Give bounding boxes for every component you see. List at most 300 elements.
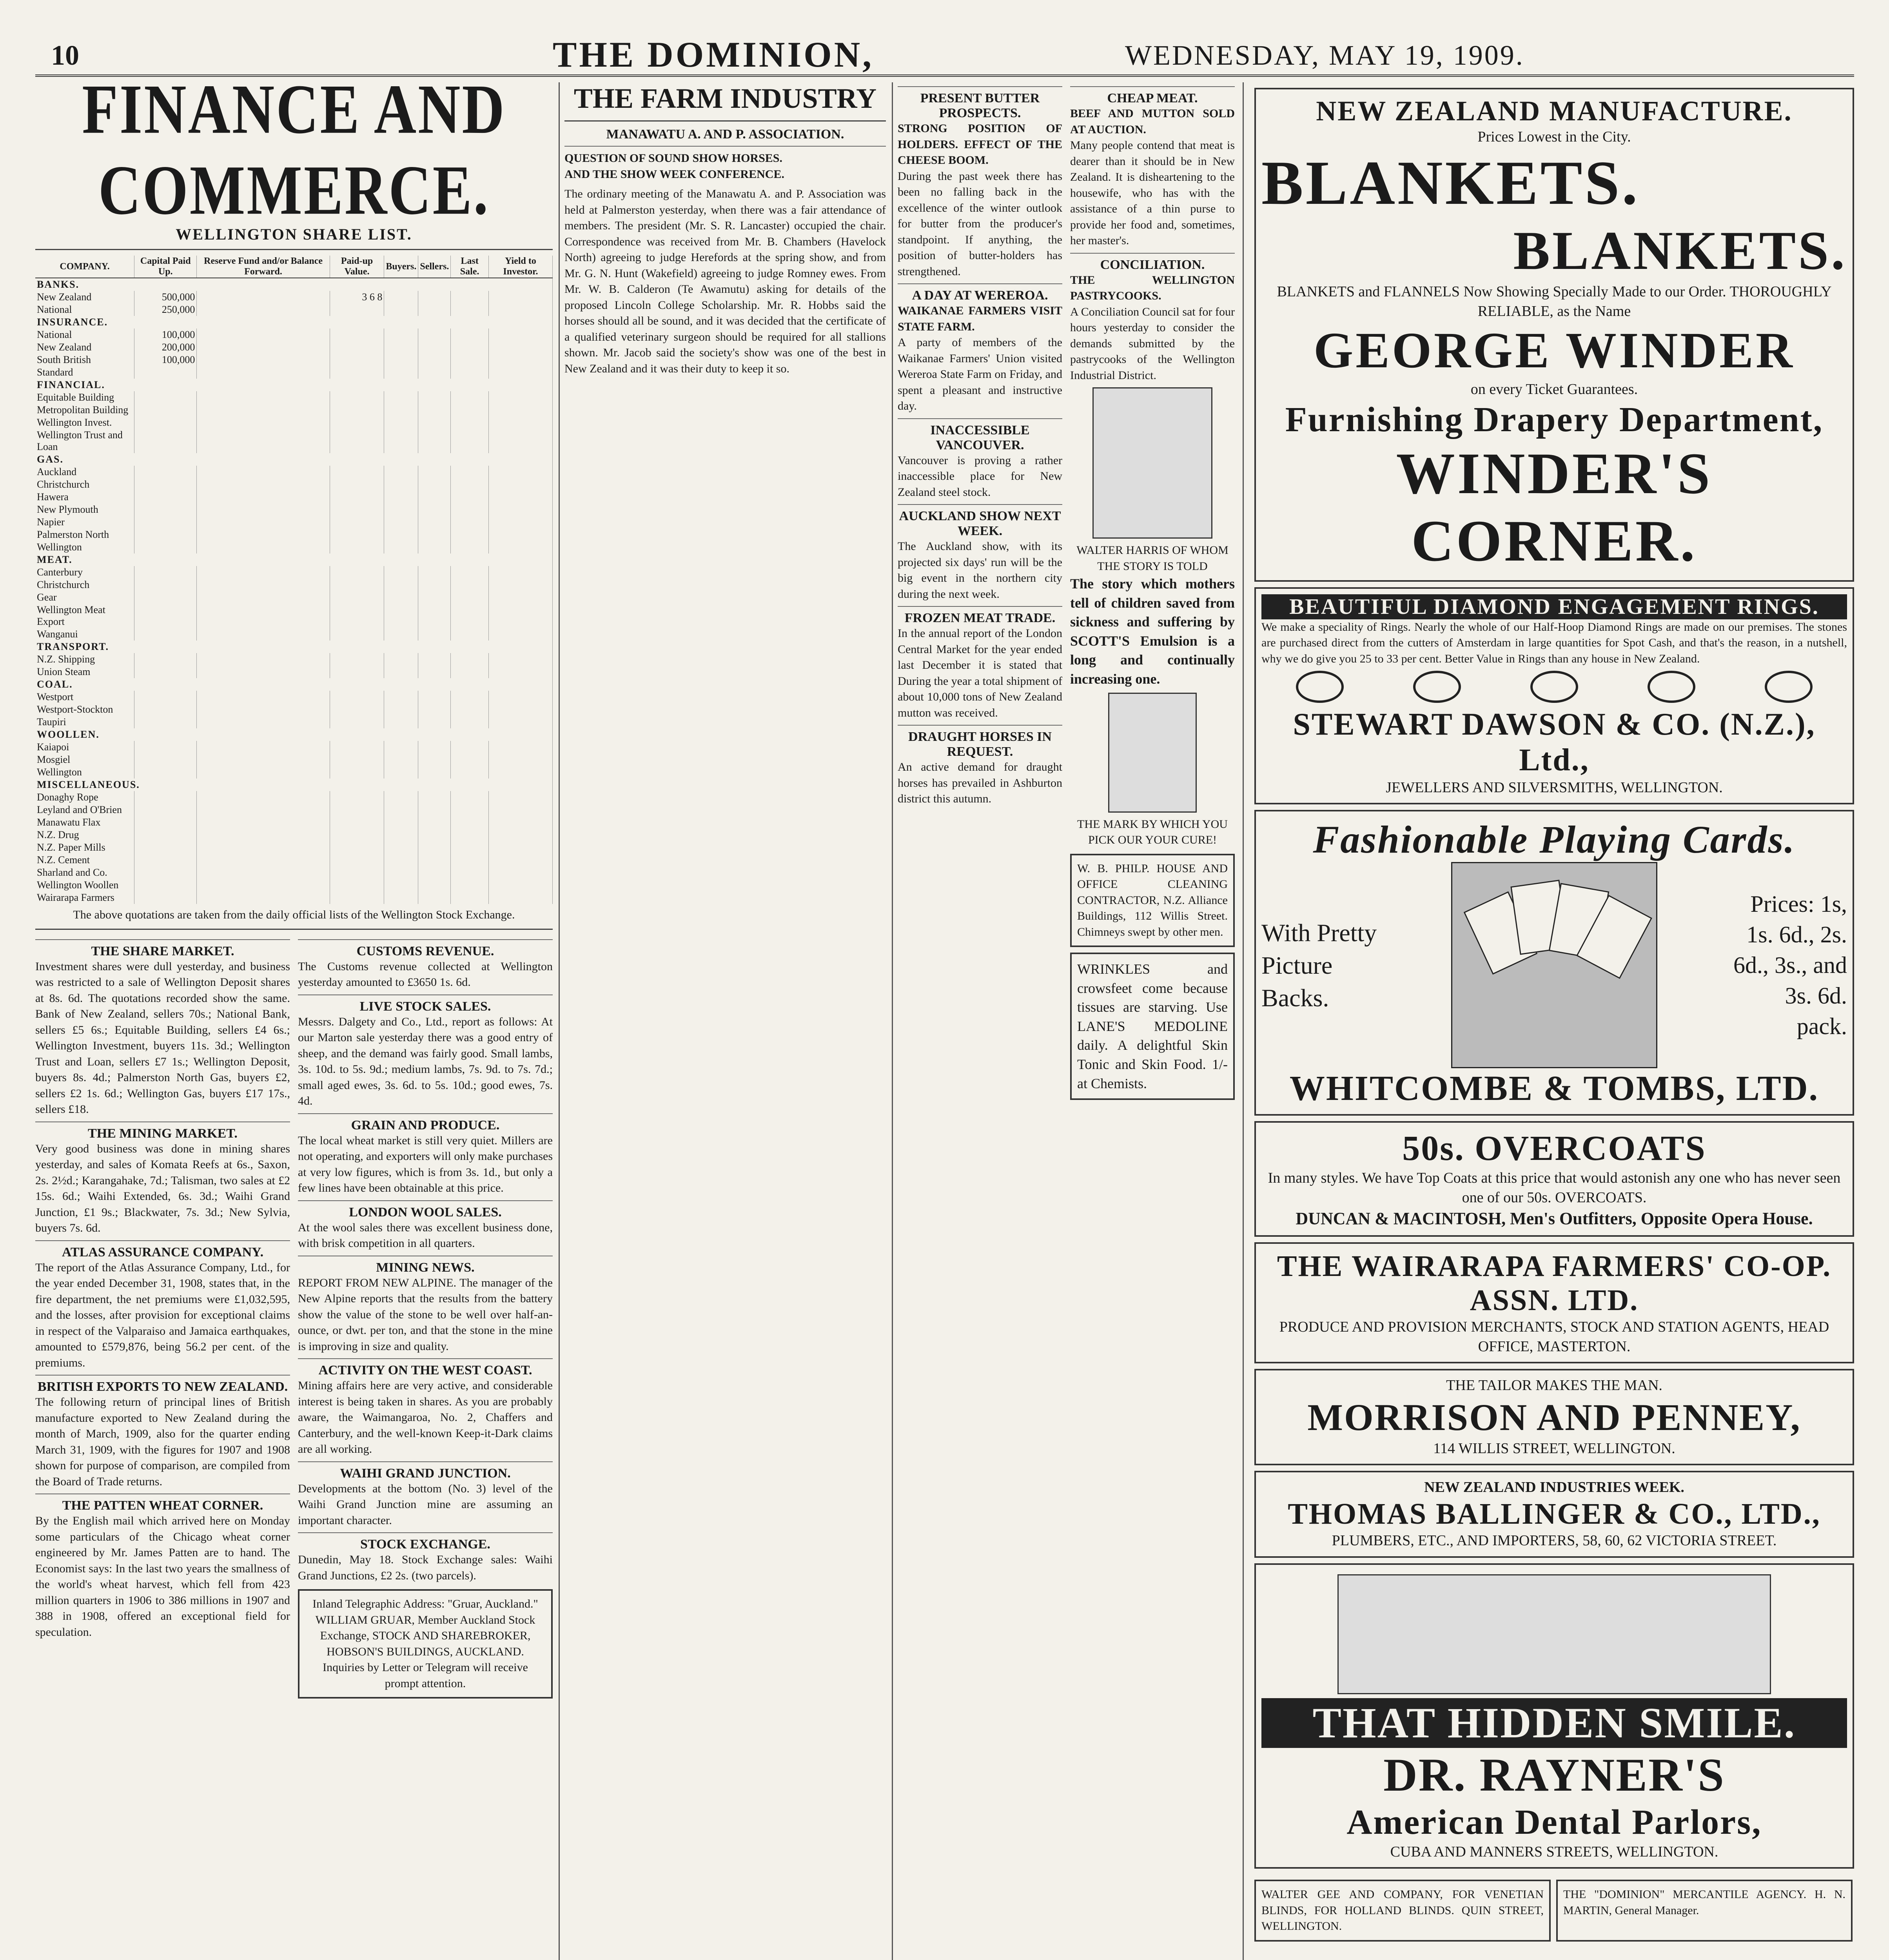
- table-cell: [451, 491, 489, 503]
- table-row: [35, 341, 553, 354]
- dominion-agency-ad: THE "DOMINION" MERCANTILE AGENCY. H. N. MARTIN, General Manager.: [1556, 1880, 1853, 1942]
- playing-cards-ad: [1254, 810, 1854, 1116]
- table-row: [35, 528, 553, 541]
- table-cell: [418, 404, 451, 416]
- table-cell: [197, 579, 330, 591]
- article-body: In the annual report of the London Central Market for the year ended last December it is stated that During the year a total shipment of about 10,000 tons of New Zealand mutton was received.: [898, 627, 1062, 719]
- table-row: [35, 478, 553, 491]
- table-cell: [330, 466, 384, 478]
- article-heading: CHEAP MEAT.: [1107, 91, 1198, 105]
- table-cell: [451, 841, 489, 854]
- table-row: [35, 429, 553, 453]
- ad-title: THAT HIDDEN SMILE.: [1261, 1698, 1847, 1748]
- issue-date: WEDNESDAY, MAY 19, 1909.: [1125, 40, 1524, 71]
- table-row: [35, 604, 553, 628]
- table-cell: [134, 766, 197, 779]
- table-cell: [384, 503, 418, 516]
- table-cell: [384, 466, 418, 478]
- table-cell: [451, 416, 489, 429]
- article-body: Messrs. Dalgety and Co., Ltd., report as follows: At our Marton sale yesterday there was a good entry of sheep, and the demand was fairly good. Small lambs, 3s. 10d. to 5s. 9d.; medium lambs, 7s. 9d. to 7s. 7d.; small aged ewes, 3s. 6d. to 5s. 10d.; good ewes, 7s. 4d.: [298, 1015, 553, 1107]
- blankets-body: BLANKETS and FLANNELS Now Showing Specially Made to our Order. THOROUGHLY RELIABLE, as the Name: [1277, 283, 1832, 319]
- article-body: The following return of principal lines of British manufacture exported to New Zealand during the month of March, 1909, also for the quarter ending March 31, 1909, with the figures for 1907 and 1908 shown for purpose of comparison, are compiled from the Board of Trade returns.: [35, 1396, 290, 1488]
- table-cell: [197, 566, 330, 579]
- table-cell: N.Z. Shipping: [35, 653, 134, 666]
- table-cell: [384, 816, 418, 829]
- table-cell: [384, 628, 418, 641]
- table-row: [35, 741, 553, 753]
- table-cell: [330, 579, 384, 591]
- table-cell: [488, 691, 552, 703]
- ad-title: THE WAIRARAPA FARMERS' CO-OP. ASSN. LTD.: [1277, 1250, 1832, 1317]
- table-cell: [488, 816, 552, 829]
- table-cell: [330, 816, 384, 829]
- table-cell: [451, 666, 489, 678]
- finance-column: [35, 82, 553, 1960]
- table-cell: New Zealand: [35, 341, 134, 354]
- table-cell: [384, 716, 418, 728]
- table-cell: [197, 478, 330, 491]
- table-cell: [197, 804, 330, 816]
- article-body: The local wheat market is still very quiet. Millers are not operating, and exporters will only make purchases at very low figures, which is from 3s. 1d., but only a few lines have been obtainable at this price.: [298, 1134, 553, 1194]
- table-cell: [418, 466, 451, 478]
- table-cell: [418, 691, 451, 703]
- table-cell: Wellington Invest.: [35, 416, 134, 429]
- table-cell: [197, 354, 330, 366]
- table-cell: [384, 291, 418, 303]
- table-row: [35, 541, 553, 554]
- table-cell: [134, 741, 197, 753]
- article-body: Developments at the bottom (No. 3) level of the Waihi Grand Junction mine are assuming an important character.: [298, 1482, 553, 1527]
- table-cell: [451, 591, 489, 604]
- article-body: Very good business was done in mining shares yesterday, and sales of Komata Reefs at 6s., Saxon, 2s. 2½d.; Karangahake, 7d.; Talisman, two sales at £2 15s. 6d.; Waihi Extended, 6s. 3d.; Waihi Grand Junction, £1 9s.; Blackwater, 7s. 3d.; New Sylvia, buyers 7s. 6d.: [35, 1142, 290, 1234]
- article-heading: LONDON WOOL SALES.: [349, 1205, 502, 1220]
- finance-heading: FINANCE AND COMMERCE.: [82, 82, 506, 229]
- ad-title: BEAUTIFUL DIAMOND ENGAGEMENT RINGS.: [1261, 594, 1847, 619]
- table-cell: [134, 541, 197, 554]
- table-cell: 100,000: [134, 328, 197, 341]
- divider: [564, 120, 886, 122]
- table-cell: [451, 391, 489, 404]
- table-section-row: [35, 554, 553, 566]
- table-section-label: INSURANCE.: [35, 316, 553, 328]
- table-cell: [134, 666, 197, 678]
- table-cell: Wellington: [35, 766, 134, 779]
- table-cell: Kaiapoi: [35, 741, 134, 753]
- table-section-row: [35, 453, 553, 466]
- table-cell: N.Z. Paper Mills: [35, 841, 134, 854]
- table-cell: [418, 491, 451, 503]
- ad-title: MORRISON AND PENNEY,: [1307, 1396, 1801, 1438]
- table-cell: [384, 416, 418, 429]
- farm-subheading: QUESTION OF SOUND SHOW HORSES.: [564, 152, 782, 165]
- table-cell: [418, 528, 451, 541]
- table-row: [35, 666, 553, 678]
- rayner-name: DR. RAYNER'S: [1383, 1748, 1725, 1801]
- table-cell: [488, 541, 552, 554]
- table-cell: [134, 716, 197, 728]
- table-cell: Wellington Trust and Loan: [35, 429, 134, 453]
- table-column-header: Capital Paid Up.: [134, 256, 197, 278]
- table-cell: [134, 366, 197, 379]
- table-cell: Hawera: [35, 491, 134, 503]
- table-cell: [488, 466, 552, 478]
- ad-title: 50s. OVERCOATS: [1402, 1129, 1706, 1168]
- dr-rayner-ad: [1254, 1563, 1854, 1869]
- table-cell: [197, 866, 330, 879]
- table-cell: New Plymouth: [35, 503, 134, 516]
- table-cell: [197, 404, 330, 416]
- table-cell: [134, 391, 197, 404]
- table-cell: [134, 591, 197, 604]
- article-body: Investment shares were dull yesterday, and business was restricted to a sale of Wellington Deposit shares at 8s. 6d. The quotations recorded show the same. Bank of New Zealand, sellers 70s.; National Bank, sellers £5 6s.; Equitable Building, sellers £4 6s.; Wellington Investment, buyers 11s. 3d.; Wellington Trust and Loan, sellers £7 1s.; Wellington Deposit, buyers 8s. 4d.; Palmerston North Gas, buyers £2, sellers £2 1s. 6d.; Wellington Gas, buyers £17 17s., sellers £18.: [35, 960, 290, 1116]
- table-section-label: COAL.: [35, 678, 553, 691]
- table-row: [35, 753, 553, 766]
- table-cell: [134, 404, 197, 416]
- table-cell: [418, 391, 451, 404]
- ad-tagline: THE TAILOR MAKES THE MAN.: [1446, 1377, 1662, 1394]
- smiling-faces-illustration: [1337, 1574, 1771, 1694]
- ad-body: PLUMBERS, ETC., AND IMPORTERS, 58, 60, 62 VICTORIA STREET.: [1332, 1532, 1777, 1549]
- table-cell: [134, 866, 197, 879]
- table-cell: [197, 303, 330, 316]
- article-heading: STOCK EXCHANGE.: [360, 1537, 490, 1552]
- table-cell: [451, 478, 489, 491]
- table-cell: [384, 804, 418, 816]
- broker-ad: Inland Telegraphic Address: "Gruar, Auckland." WILLIAM GRUAR, Member Auckland Stock Exchange, STOCK AND SHAREBROKER, HOBSON'S BUILDINGS, AUCKLAND. Inquiries by Letter or Telegram will receive prompt attention.: [298, 1589, 553, 1699]
- table-row: [35, 804, 553, 816]
- table-cell: [488, 491, 552, 503]
- article-body: REPORT FROM NEW ALPINE. The manager of the New Alpine reports that the results from the battery show the value of the stone to be well over half-an-ounce, or dwt. per ton, and that the stone in the mine is improving in size and quality.: [298, 1276, 553, 1353]
- table-cell: Mosgiel: [35, 753, 134, 766]
- ring-icon: [1648, 671, 1695, 703]
- table-cell: [418, 591, 451, 604]
- table-cell: [197, 653, 330, 666]
- ring-icon: [1413, 671, 1461, 703]
- divider: [898, 725, 1062, 726]
- table-cell: [330, 566, 384, 579]
- table-cell: [134, 879, 197, 891]
- table-section-label: MISCELLANEOUS.: [35, 779, 553, 791]
- column-divider: [892, 82, 893, 1960]
- table-cell: [488, 328, 552, 341]
- table-cell: [197, 766, 330, 779]
- table-column-header: Buyers.: [384, 256, 418, 278]
- ad-title: NEW ZEALAND MANUFACTURE.: [1316, 95, 1793, 127]
- table-cell: [488, 516, 552, 528]
- article-heading: LIVE STOCK SALES.: [359, 999, 491, 1014]
- stewart-dawson-name: STEWART DAWSON & CO. (N.Z.), Ltd.,: [1293, 707, 1816, 778]
- table-row: [35, 866, 553, 879]
- table-cell: [451, 579, 489, 591]
- ad-body: In many styles. We have Top Coats at this price that would astonish any one who has never seen one of our 50s. OVERCOATS.: [1268, 1170, 1841, 1206]
- table-row: [35, 716, 553, 728]
- table-cell: [488, 653, 552, 666]
- table-cell: [134, 753, 197, 766]
- table-cell: [418, 579, 451, 591]
- table-cell: [134, 466, 197, 478]
- table-cell: [488, 628, 552, 641]
- table-cell: [488, 829, 552, 841]
- table-cell: [134, 791, 197, 804]
- table-row: [35, 766, 553, 779]
- article-subheading: THE WELLINGTON PASTRYCOOKS.: [1070, 273, 1235, 302]
- table-cell: Wellington: [35, 541, 134, 554]
- page-number: 10: [51, 40, 79, 71]
- table-cell: 100,000: [134, 354, 197, 366]
- table-cell: [330, 604, 384, 628]
- table-cell: Christchurch: [35, 478, 134, 491]
- table-cell: [330, 879, 384, 891]
- article-heading: WAIHI GRAND JUNCTION.: [340, 1466, 511, 1481]
- table-cell: [488, 303, 552, 316]
- table-cell: Donaghy Rope: [35, 791, 134, 804]
- table-cell: [418, 566, 451, 579]
- news-right: [1070, 82, 1235, 1105]
- table-cell: Westport: [35, 691, 134, 703]
- table-row: [35, 491, 553, 503]
- table-row: [35, 841, 553, 854]
- divider: [898, 606, 1062, 607]
- table-cell: [330, 591, 384, 604]
- article-body: The report of the Atlas Assurance Company, Ltd., for the year ended December 31, 1908, states that, in the fire department, the net premiums were £1,032,595, and the losses, after provision for exceptional claims in respect of the Valparaiso and Jamaica earthquakes, amounted to £579,876, being 56.2 per cent. of the premiums.: [35, 1261, 290, 1369]
- table-cell: [384, 653, 418, 666]
- table-cell: [197, 328, 330, 341]
- ad-address: 114 WILLIS STREET, WELLINGTON.: [1433, 1440, 1675, 1457]
- article-body: By the English mail which arrived here on Monday some particulars of the Chicago wheat corner engineered by Mr. James Patten are to hand. The Economist says: In the last two years the smallness of the world's wheat harvest, which fell from 423 million quarters in 1906 to 386 millions in 1907 and 388 in 1908, offered an exceptional field for speculation.: [35, 1514, 290, 1639]
- table-cell: Union Steam: [35, 666, 134, 678]
- ads-column: [1254, 82, 1854, 1960]
- table-row: [35, 566, 553, 579]
- ad-body: We make a speciality of Rings. Nearly the whole of our Half-Hoop Diamond Rings are made on our premises. The stones are purchased direct from the cutters of Amsterdam in large quantities for Spot Cash, and that's the reason, in a nutshell, why we do give you 25 to 33 per cent. Better Value in Rings than any house in New Zealand.: [1261, 620, 1847, 665]
- table-cell: [418, 866, 451, 879]
- table-cell: [330, 691, 384, 703]
- duncan-macintosh: DUNCAN & MACINTOSH, Men's Outfitters, Opposite Opera House.: [1296, 1209, 1813, 1229]
- ring-icon: [1530, 671, 1578, 703]
- table-cell: [488, 716, 552, 728]
- article-subheading: BEEF AND MUTTON SOLD AT AUCTION.: [1070, 107, 1235, 136]
- table-cell: [418, 478, 451, 491]
- table-cell: [418, 879, 451, 891]
- table-row: [35, 691, 553, 703]
- table-column-header: Paid-up Value.: [330, 256, 384, 278]
- table-cell: Sharland and Co.: [35, 866, 134, 879]
- table-cell: [418, 854, 451, 866]
- table-cell: [197, 829, 330, 841]
- table-cell: [197, 366, 330, 379]
- scotts-tagline: THE MARK BY WHICH YOU PICK OUR YOUR CURE!: [1077, 817, 1228, 847]
- table-section-label: WOOLLEN.: [35, 728, 553, 741]
- table-cell: [197, 691, 330, 703]
- table-cell: [488, 879, 552, 891]
- table-section-row: [35, 779, 553, 791]
- table-cell: [488, 429, 552, 453]
- table-section-row: [35, 678, 553, 691]
- philp-ad: W. B. PHILP. HOUSE AND OFFICE CLEANING CONTRACTOR, N.Z. Alliance Buildings, 112 Willis Street. Chimneys swept by other men.: [1070, 854, 1235, 947]
- table-cell: [197, 628, 330, 641]
- table-cell: 3 6 8: [330, 291, 384, 303]
- scotts-emulsion-ad: The story which mothers tell of children saved from sickness and suffering by SCOTT'S Emulsion is a long and continually increasing one.: [1070, 576, 1235, 687]
- article-body: During the past week there has been no falling back in the excellence of the winter outlook for butter from the producer's standpoint. If anything, the position of butter-holders has strengthened.: [898, 169, 1062, 278]
- table-cell: [451, 891, 489, 904]
- table-cell: [418, 628, 451, 641]
- divider: [298, 1113, 553, 1114]
- table-section-row: [35, 316, 553, 328]
- cards-left-text: With Pretty Picture Backs.: [1261, 918, 1377, 1012]
- ad-subtitle: Prices Lowest in the City.: [1477, 129, 1631, 145]
- divider: [1070, 86, 1235, 87]
- article-heading: THE SHARE MARKET.: [91, 944, 234, 958]
- table-row: [35, 303, 553, 316]
- table-cell: [330, 491, 384, 503]
- divider: [35, 1240, 290, 1241]
- table-cell: [330, 891, 384, 904]
- table-cell: National: [35, 328, 134, 341]
- table-cell: [418, 366, 451, 379]
- table-cell: [384, 341, 418, 354]
- table-cell: [330, 341, 384, 354]
- divider: [1070, 253, 1235, 254]
- table-cell: [330, 429, 384, 453]
- finance-articles-right: [298, 935, 553, 1704]
- divider: [898, 504, 1062, 505]
- table-cell: [384, 541, 418, 554]
- table-cell: 500,000: [134, 291, 197, 303]
- stewart-dawson-sub: JEWELLERS AND SILVERSMITHS, WELLINGTON.: [1386, 779, 1723, 796]
- table-cell: Palmerston North: [35, 528, 134, 541]
- table-column-header: Yield to Investor.: [488, 256, 552, 278]
- table-cell: [451, 716, 489, 728]
- table-cell: Wellington Woollen: [35, 879, 134, 891]
- table-cell: [488, 766, 552, 779]
- rings-illustration: [1261, 671, 1847, 703]
- table-cell: [384, 328, 418, 341]
- table-row: [35, 328, 553, 341]
- table-section-label: MEAT.: [35, 554, 553, 566]
- table-cell: [330, 841, 384, 854]
- newspaper-title: THE DOMINION,: [553, 34, 874, 74]
- article-body: The Customs revenue collected at Wellington yesterday amounted to £3650 1s. 6d.: [298, 960, 553, 989]
- table-cell: [330, 503, 384, 516]
- fisherman-illustration: [1108, 693, 1197, 813]
- article-heading: GRAIN AND PRODUCE.: [351, 1118, 500, 1132]
- table-cell: [384, 591, 418, 604]
- table-cell: [384, 354, 418, 366]
- table-cell: [488, 579, 552, 591]
- table-row: [35, 854, 553, 866]
- divider: [298, 1358, 553, 1359]
- table-cell: Napier: [35, 516, 134, 528]
- table-cell: [418, 604, 451, 628]
- article-heading: INACCESSIBLE VANCOUVER.: [930, 423, 1030, 452]
- table-cell: [197, 466, 330, 478]
- table-row: [35, 516, 553, 528]
- table-cell: [418, 716, 451, 728]
- portrait-illustration: [1092, 387, 1212, 539]
- table-cell: [418, 653, 451, 666]
- table-cell: [197, 841, 330, 854]
- table-cell: [488, 804, 552, 816]
- table-cell: [330, 416, 384, 429]
- table-cell: [134, 429, 197, 453]
- table-row: [35, 891, 553, 904]
- table-cell: [418, 516, 451, 528]
- table-cell: [384, 391, 418, 404]
- table-cell: [197, 429, 330, 453]
- table-cell: [451, 741, 489, 753]
- table-cell: Metropolitan Building: [35, 404, 134, 416]
- table-cell: [330, 741, 384, 753]
- table-cell: [451, 303, 489, 316]
- article-heading: ACTIVITY ON THE WEST COAST.: [318, 1363, 532, 1377]
- table-cell: [451, 404, 489, 416]
- table-cell: [488, 341, 552, 354]
- table-cell: [134, 703, 197, 716]
- table-cell: [330, 366, 384, 379]
- table-cell: [451, 429, 489, 453]
- table-cell: [134, 816, 197, 829]
- table-row: [35, 291, 553, 303]
- article-body: At the wool sales there was excellent business done, with brisk competition in all quarters.: [298, 1221, 553, 1250]
- table-cell: Wanganui: [35, 628, 134, 641]
- table-cell: [384, 891, 418, 904]
- ad-title: Fashionable Playing Cards.: [1313, 818, 1796, 862]
- table-cell: [197, 741, 330, 753]
- ring-icon: [1765, 671, 1813, 703]
- masthead: [35, 24, 1854, 74]
- table-cell: [418, 541, 451, 554]
- table-cell: [488, 478, 552, 491]
- divider: [298, 939, 553, 940]
- table-cell: [384, 303, 418, 316]
- table-cell: [384, 666, 418, 678]
- lane-medoline-ad: WRINKLES and crowsfeet come because tissues are starving. Use LANE'S MEDOLINE daily. A delightful Skin Tonic and Skin Food. 1/- at Chemists.: [1070, 953, 1235, 1100]
- table-row: [35, 653, 553, 666]
- table-column-header: Last Sale.: [451, 256, 489, 278]
- table-row: [35, 404, 553, 416]
- table-cell: [488, 528, 552, 541]
- table-cell: Taupiri: [35, 716, 134, 728]
- table-cell: [197, 753, 330, 766]
- article-heading: AUCKLAND SHOW NEXT WEEK.: [899, 509, 1061, 538]
- table-section-row: [35, 641, 553, 653]
- table-cell: [418, 753, 451, 766]
- article-heading: CUSTOMS REVENUE.: [356, 944, 494, 958]
- table-cell: [384, 516, 418, 528]
- divider: [898, 86, 1062, 87]
- article-heading: THE PATTEN WHEAT CORNER.: [62, 1498, 263, 1513]
- article-body: Many people contend that meat is dearer than it should be in New Zealand. It is disheartening to the housewife, who has with the assistance of a thin purse to provide her food and, sometimes, her master's.: [1070, 139, 1235, 247]
- table-cell: [384, 566, 418, 579]
- article-subheading: STRONG POSITION OF HOLDERS. EFFECT OF THE CHEESE BOOM.: [898, 122, 1062, 167]
- article-heading: MINING NEWS.: [376, 1260, 475, 1275]
- cards-prices: Prices: 1s, 1s. 6d., 2s. 6d., 3s., and 3s. 6d. pack.: [1733, 891, 1847, 1040]
- table-cell: [330, 303, 384, 316]
- table-row: [35, 391, 553, 404]
- table-cell: [134, 478, 197, 491]
- table-row: [35, 829, 553, 841]
- table-cell: [134, 854, 197, 866]
- table-cell: [197, 416, 330, 429]
- share-list-footnote: The above quotations are taken from the daily official lists of the Wellington Stock Exchange.: [73, 908, 515, 921]
- table-cell: [418, 829, 451, 841]
- table-cell: [134, 579, 197, 591]
- rayner-address: CUBA AND MANNERS STREETS, WELLINGTON.: [1390, 1843, 1718, 1860]
- table-cell: [451, 829, 489, 841]
- stewart-dawson-ad: [1254, 587, 1854, 805]
- table-cell: [384, 791, 418, 804]
- blankets-title-repeat: BLANKETS.: [1513, 220, 1847, 281]
- table-cell: [418, 303, 451, 316]
